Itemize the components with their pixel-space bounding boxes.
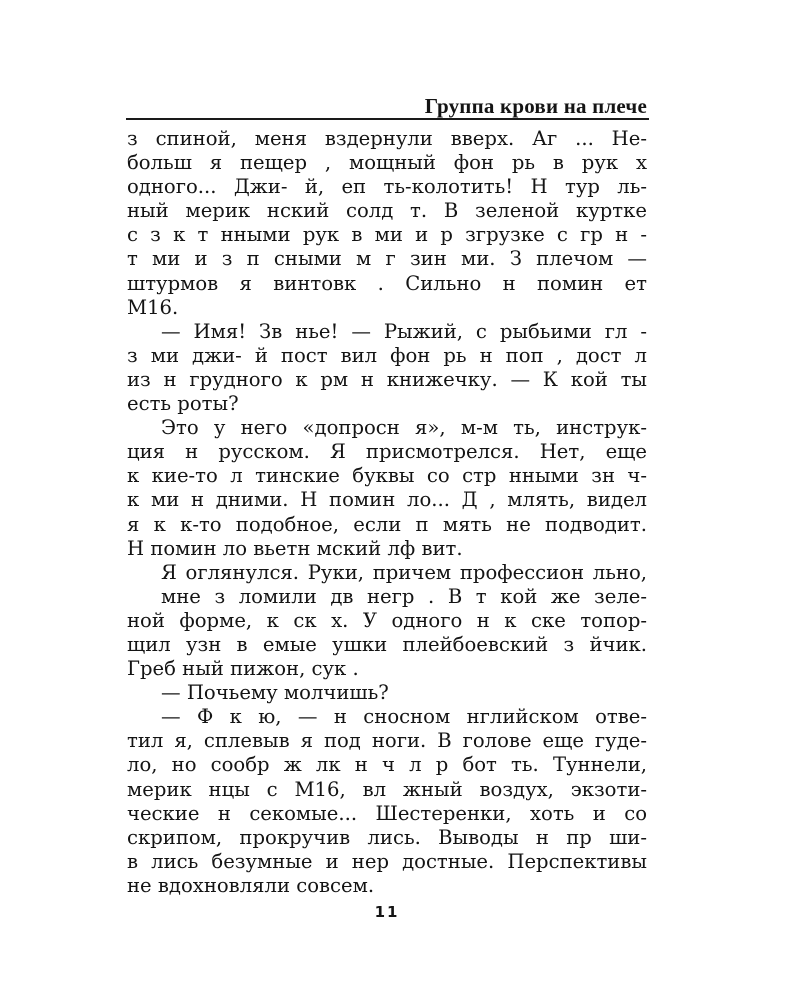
- body-text: [127, 127, 647, 898]
- text-line: Греб ный пижон, сук .: [127, 657, 359, 681]
- text-line: Это у него «допросн я», м-м ть, инструк-: [161, 416, 647, 440]
- text-line: — Ф к ю, — н сносном нглийском отве-: [161, 705, 647, 729]
- page-number: 11: [374, 903, 400, 921]
- text-line: штурмов я винтовк . Сильно н помин ет: [127, 271, 647, 295]
- text-line: к ми н дними. Н помин ло... Д , млять, видел: [127, 488, 647, 512]
- text-line: одного... Джи- й, еп ть-колотить! Н тур ль-: [127, 175, 647, 199]
- text-line: к кие-то л тинские буквы со стр нными зн ч-: [127, 464, 647, 488]
- text-line: с з к т нными рук в ми и р згрузке с гр н -: [127, 223, 647, 247]
- text-line: Я оглянулся. Руки, причем профессион льно, мне з ломили дв негр . В т кой же зеле-: [161, 560, 647, 608]
- text-line: з спиной, меня вздернули вверх. Аг ... Не-: [127, 127, 647, 150]
- header-rule: [126, 118, 649, 120]
- text-line: ной форме, к ск х. У одного н к ске топор-: [127, 608, 647, 632]
- running-title: Группа крови на плече: [424, 94, 647, 118]
- text-line: т ми и з п сными м г зин ми. З плечом —: [127, 247, 647, 271]
- text-line: мерик нцы с M16, вл жный воздух, экзоти-: [127, 777, 647, 801]
- text-line: щил узн в емые ушки плейбоевский з йчик.: [127, 632, 647, 656]
- text-line: з ми джи- й пост вил фон рь н поп , дост л: [127, 343, 647, 367]
- text-line: — Имя! Зв нье! — Рыжий, с рыбьими гл -: [161, 319, 647, 343]
- text-line: есть роты?: [127, 392, 239, 416]
- text-line: ло, но сообр ж лк н ч л р бот ть. Туннели,: [127, 753, 647, 777]
- text-line: больш я пещер , мощный фон рь в рук х: [127, 151, 647, 175]
- text-line: M16.: [127, 295, 179, 319]
- text-line: ческие н секомые... Шестеренки, хоть и со: [127, 801, 647, 825]
- text-line: Н помин ло вьетн мский лф вит.: [127, 536, 463, 560]
- text-line: ный мерик нский солд т. В зеленой куртке: [127, 199, 647, 223]
- text-line: — Почьему молчишь?: [161, 681, 389, 705]
- text-line: тил я, сплевыв я под ноги. В голове еще гуде-: [127, 729, 647, 753]
- text-line: из н грудного к рм н книжечку. — К кой ты: [127, 367, 647, 391]
- text-line: я к к-то подобное, если п мять не подводит.: [127, 512, 647, 536]
- text-line: в лись безумные и нер достные. Перспективы: [127, 849, 647, 873]
- text-line: скрипом, прокручив лись. Выводы н пр ши-: [127, 825, 647, 849]
- text-line: ция н русском. Я присмотрелся. Нет, еще: [127, 440, 647, 464]
- text-line: не вдохновляли совсем.: [127, 873, 375, 897]
